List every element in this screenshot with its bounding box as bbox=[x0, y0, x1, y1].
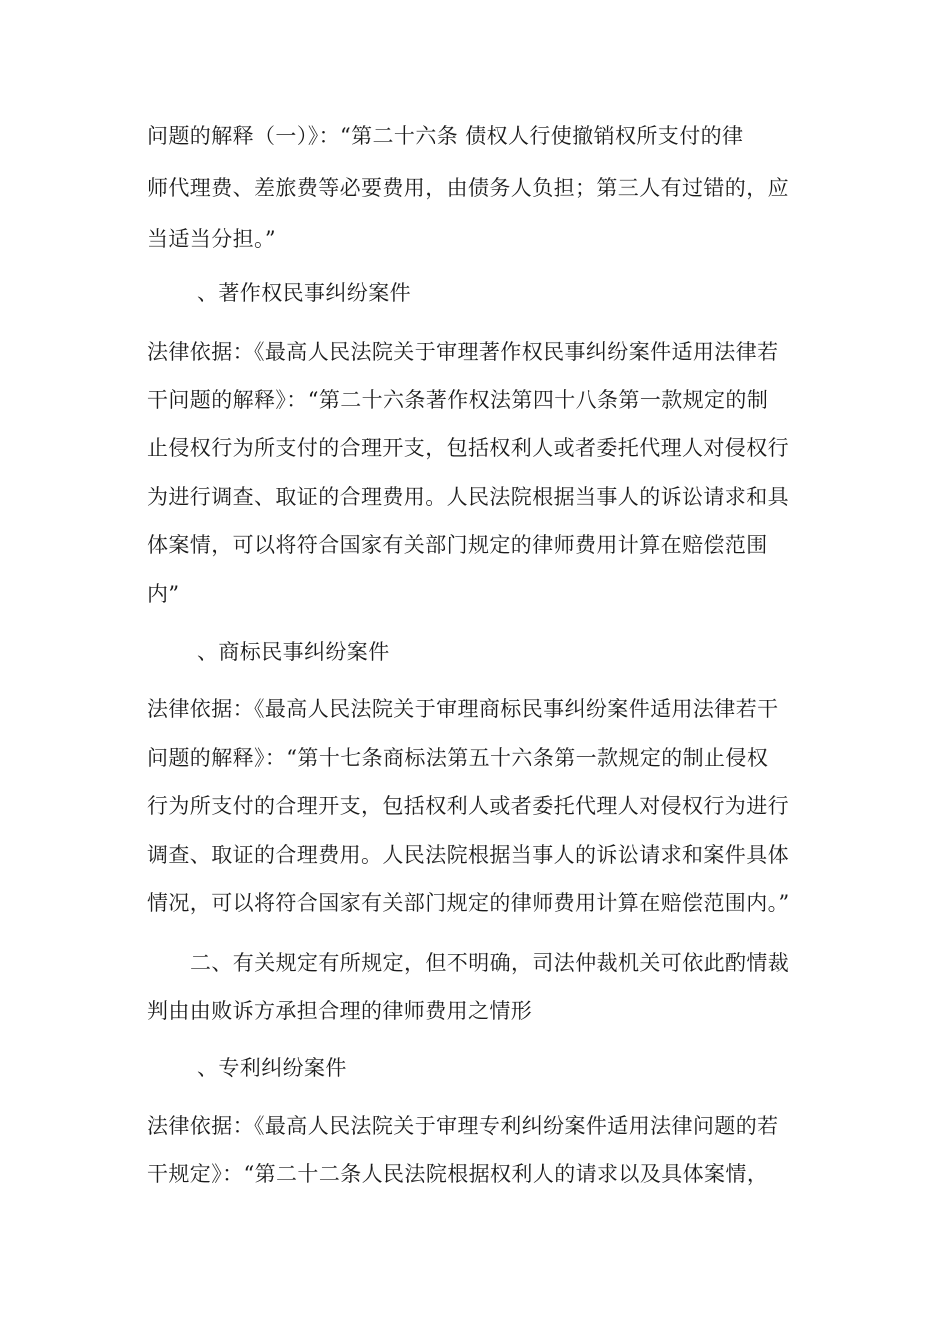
body-text-line: 为进行调查、取证的合理费用。人民法院根据当事人的诉讼请求和具 bbox=[147, 485, 789, 509]
body-text-line: 问题的解释（一）》：“第二十六条 债权人行使撤销权所支付的律 bbox=[147, 124, 744, 148]
body-text-line: 体案情，可以将符合国家有关部门规定的律师费用计算在赔偿范围 bbox=[147, 533, 768, 557]
body-text-line: 二、有关规定有所规定，但不明确，司法仲裁机关可依此酌情裁 bbox=[190, 951, 790, 975]
body-text-line: 行为所支付的合理开支，包括权利人或者委托代理人对侵权行为进行 bbox=[147, 794, 789, 818]
body-text-line: 师代理费、差旅费等必要费用，由债务人负担；第三人有过错的，应 bbox=[147, 176, 789, 200]
body-text-line: 法律依据：《最高人民法院关于审理专利纠纷案件适用法律问题的若 bbox=[147, 1114, 779, 1138]
body-text-line: 当适当分担。” bbox=[147, 227, 277, 251]
body-text-line: 调查、取证的合理费用。人民法院根据当事人的诉讼请求和案件具体 bbox=[147, 843, 789, 867]
body-text-line: 内” bbox=[147, 582, 180, 606]
section-heading: 、商标民事纠纷案件 bbox=[197, 640, 390, 664]
body-text-line: 法律依据：《最高人民法院关于审理著作权民事纠纷案件适用法律若 bbox=[147, 340, 779, 364]
body-text-line: 止侵权行为所支付的合理开支，包括权利人或者委托代理人对侵权行 bbox=[147, 436, 789, 460]
body-text-line: 法律依据：《最高人民法院关于审理商标民事纠纷案件适用法律若干 bbox=[147, 697, 779, 721]
body-text-line: 情况，可以将符合国家有关部门规定的律师费用计算在赔偿范围内。” bbox=[147, 891, 790, 915]
section-heading: 、专利纠纷案件 bbox=[197, 1056, 347, 1080]
section-heading: 、著作权民事纠纷案件 bbox=[197, 281, 411, 305]
body-text-line: 干问题的解释》：“第二十六条著作权法第四十八条第一款规定的制 bbox=[147, 388, 769, 412]
body-text-line: 判由由败诉方承担合理的律师费用之情形 bbox=[147, 999, 533, 1023]
body-text-line: 干规定》：“第二十二条人民法院根据权利人的请求以及具体案情， bbox=[147, 1162, 769, 1186]
body-text-line: 问题的解释》：“第十七条商标法第五十六条第一款规定的制止侵权 bbox=[147, 746, 769, 770]
